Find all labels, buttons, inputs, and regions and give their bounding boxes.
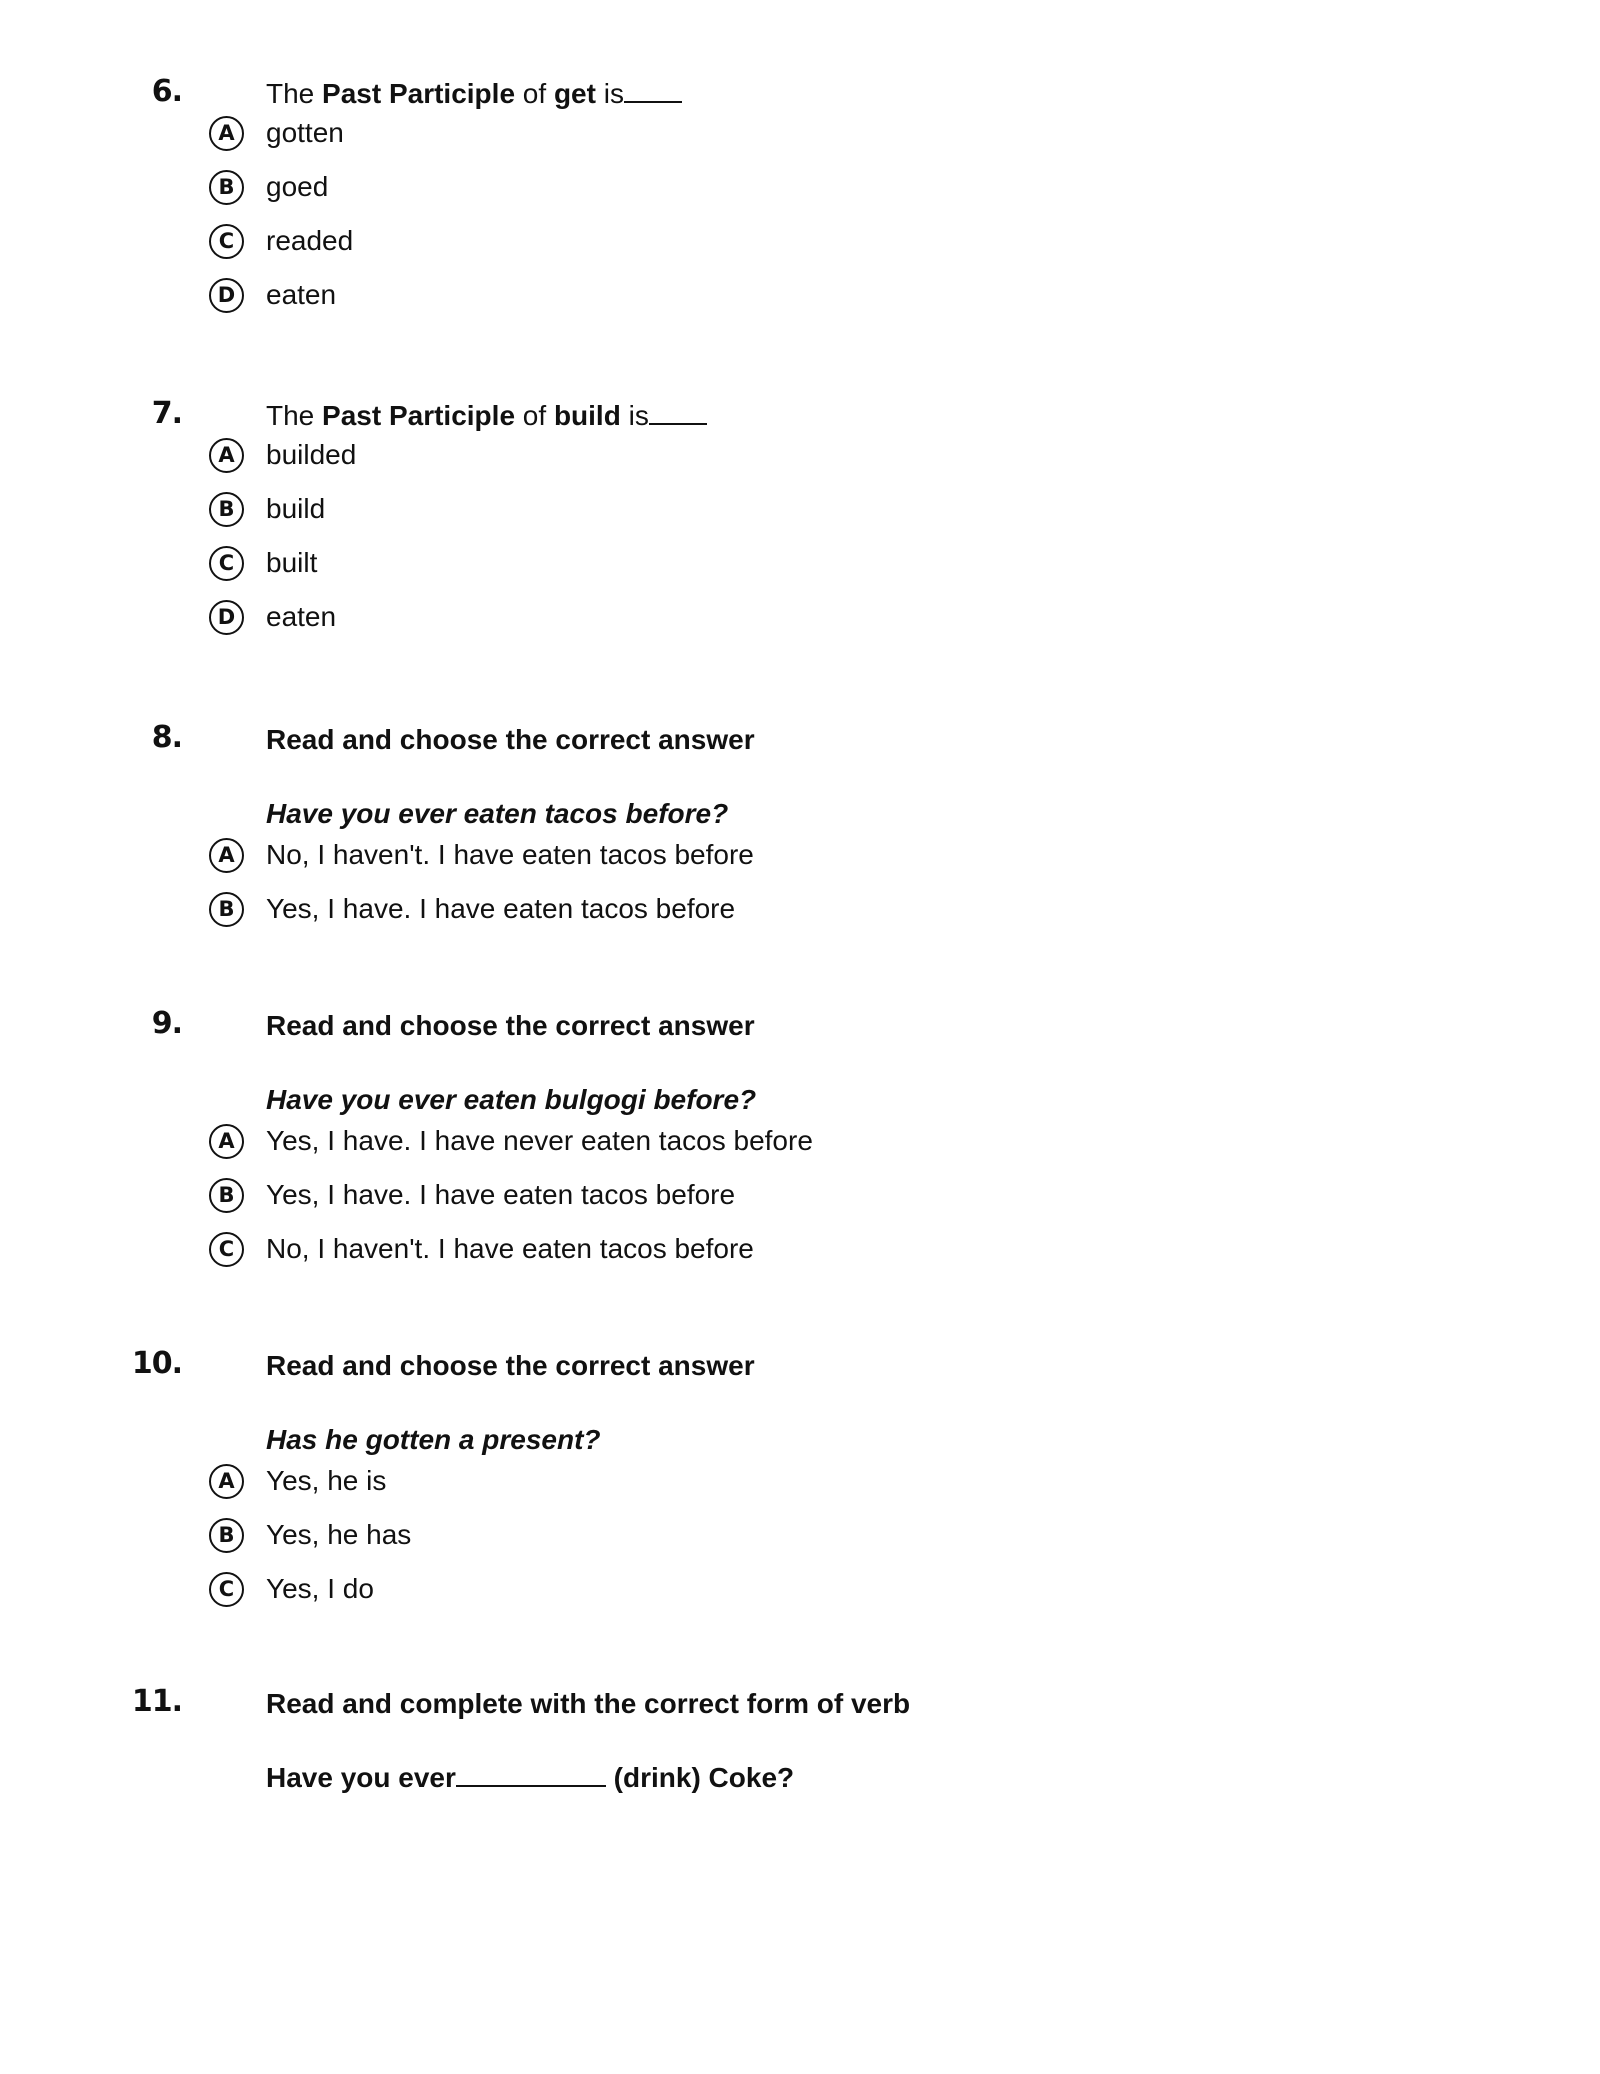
option-b[interactable] (200, 1178, 1300, 1232)
option-b[interactable] (200, 892, 1300, 946)
question-number: 8. (151, 720, 182, 755)
option-d[interactable] (200, 278, 1300, 332)
question-8-header (151, 720, 1300, 760)
option-a[interactable] (200, 1124, 1300, 1178)
option-a[interactable] (200, 1464, 1300, 1518)
option-text: build (266, 493, 326, 524)
answer-blank[interactable] (624, 77, 682, 103)
question-number: 11. (131, 1684, 182, 1719)
option-d[interactable] (200, 600, 1300, 654)
question-text: The Past Participle of get is (266, 74, 682, 114)
question-7 (151, 396, 1300, 654)
option-bubble[interactable]: B (209, 892, 244, 927)
option-bubble[interactable]: B (209, 1178, 244, 1213)
question-6-header (151, 74, 1300, 114)
option-text: Yes, I have. I have never eaten tacos before (266, 1125, 813, 1156)
question-8 (151, 720, 1300, 946)
question-prompt: Have you ever eaten tacos before? (266, 798, 729, 829)
option-b[interactable] (200, 170, 1300, 224)
question-title: Read and choose the correct answer (266, 1350, 755, 1381)
option-text: Yes, he has (266, 1519, 412, 1550)
option-text: gotten (266, 117, 344, 148)
option-c[interactable] (200, 224, 1300, 278)
question-11 (131, 1684, 1300, 1798)
option-bubble[interactable]: A (209, 438, 244, 473)
option-text: eaten (266, 279, 337, 310)
question-title: Read and choose the correct answer (266, 1010, 755, 1041)
option-text: No, I haven't. I have eaten tacos before (266, 1233, 754, 1264)
question-number: 9. (151, 1006, 182, 1041)
option-bubble[interactable]: C (209, 546, 244, 581)
option-text: Yes, I have. I have eaten tacos before (266, 1179, 736, 1210)
option-bubble[interactable]: C (209, 224, 244, 259)
option-a[interactable] (200, 838, 1300, 892)
option-text: built (266, 547, 318, 578)
question-7-header (151, 396, 1300, 436)
option-bubble[interactable]: A (209, 1464, 244, 1499)
option-bubble[interactable]: B (209, 1518, 244, 1553)
option-text: eaten (266, 601, 337, 632)
option-text: Yes, he is (266, 1465, 387, 1496)
option-bubble[interactable]: B (209, 492, 244, 527)
option-text: Yes, I do (266, 1573, 374, 1604)
option-bubble[interactable]: A (209, 116, 244, 151)
option-bubble[interactable]: A (209, 838, 244, 873)
option-b[interactable] (200, 1518, 1300, 1572)
question-text: The Past Participle of build is (266, 396, 707, 436)
option-bubble[interactable]: D (209, 600, 244, 635)
question-10-header (131, 1346, 1300, 1386)
question-title: Read and choose the correct answer (266, 724, 755, 755)
option-bubble[interactable]: C (209, 1232, 244, 1267)
question-number: 10. (131, 1346, 182, 1381)
option-text: builded (266, 439, 357, 470)
question-9-header (151, 1006, 1300, 1046)
option-text: goed (266, 171, 329, 202)
question-6 (151, 74, 1300, 332)
fill-in-sentence: Have you ever (drink) Coke? (266, 1762, 795, 1793)
question-9 (151, 1006, 1300, 1286)
option-bubble[interactable]: C (209, 1572, 244, 1607)
option-text: No, I haven't. I have eaten tacos before (266, 839, 754, 870)
answer-blank[interactable] (456, 1761, 606, 1787)
option-bubble[interactable]: B (209, 170, 244, 205)
option-bubble[interactable]: D (209, 278, 244, 313)
answer-blank[interactable] (649, 399, 707, 425)
option-b[interactable] (200, 492, 1300, 546)
option-bubble[interactable]: A (209, 1124, 244, 1159)
question-number: 6. (151, 74, 182, 109)
question-prompt: Have you ever eaten bulgogi before? (266, 1084, 757, 1115)
option-text: readed (266, 225, 354, 256)
question-number: 7. (151, 396, 182, 431)
option-c[interactable] (200, 1232, 1300, 1286)
question-10 (131, 1346, 1300, 1626)
question-title: Read and complete with the correct form of verb (266, 1688, 911, 1719)
option-text: Yes, I have. I have eaten tacos before (266, 893, 736, 924)
option-c[interactable] (200, 1572, 1300, 1626)
option-c[interactable] (200, 546, 1300, 600)
option-a[interactable] (200, 438, 1300, 492)
question-11-header (131, 1684, 1300, 1724)
option-a[interactable] (200, 116, 1300, 170)
question-prompt: Has he gotten a present? (266, 1424, 601, 1455)
